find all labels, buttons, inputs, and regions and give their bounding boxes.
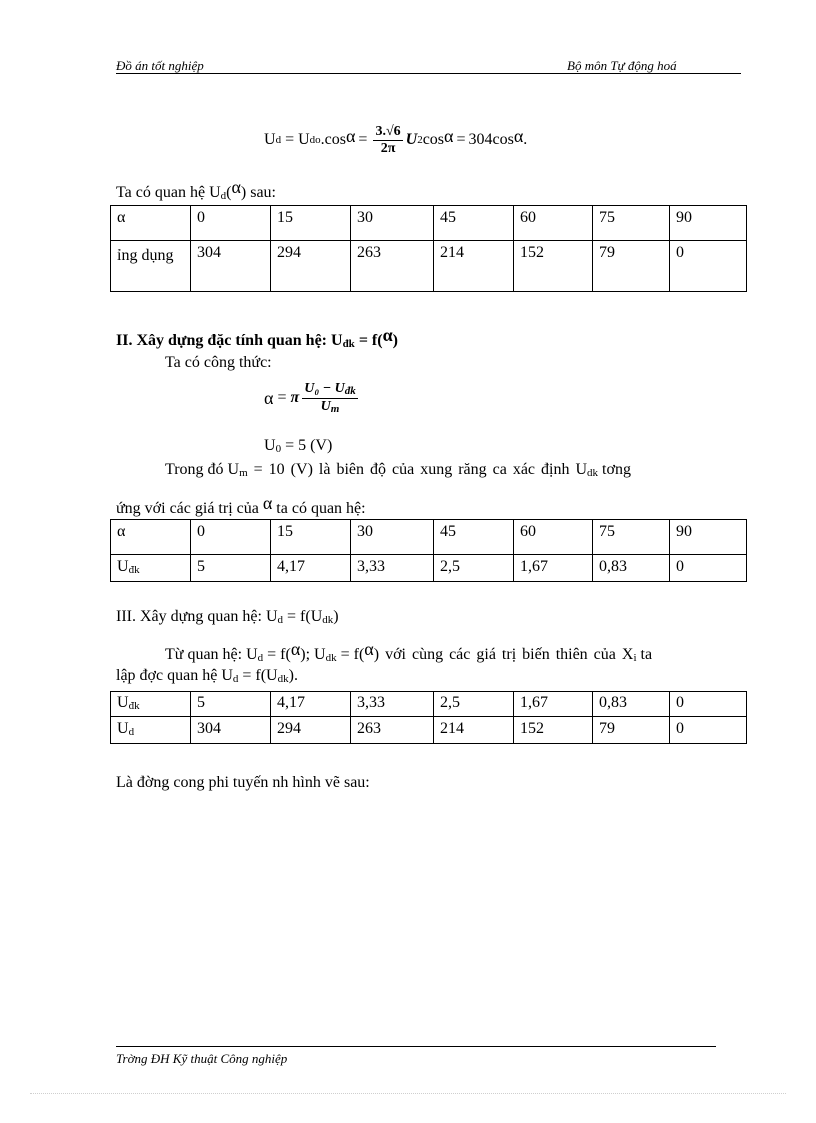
header-divider [116,73,741,74]
f2-eq: = [277,389,287,406]
u0-value: = 5 (V) [281,437,333,454]
t3-row2-label: U [117,720,129,737]
f1-eq3: = [456,131,466,148]
s3-p1-b: = f( [263,646,291,663]
f1-lhs-sub: d [275,133,282,146]
formula-label: Ta có công thức: [165,354,272,371]
table-cell: ỉng dụng [111,241,191,292]
table-cell: 0 [670,717,747,744]
s2-p1-c: tơng [598,461,631,478]
header-right: Bộ môn Tự động hoá [567,58,677,73]
f1-frac-num: 3.√6 [375,123,401,139]
table-cell: 60 [514,206,593,241]
table-alpha-ud [110,205,747,292]
s3-paragraph-1 [165,640,738,664]
s2-p1-inner [165,462,631,479]
t3-row1-label: U [117,694,129,711]
table-cell: 60 [514,520,593,555]
s3-p2-sub2: dk [277,673,289,685]
table-cell: 75 [593,520,670,555]
f1-u-sub: do [309,133,321,146]
table-row [111,206,747,241]
t2-row-label: U [117,558,129,575]
f1-result: 304cos [468,131,514,148]
intro-line [116,178,276,202]
table-cell: 294 [271,717,351,744]
table-cell: 263 [351,717,434,744]
s3-p1-sub2: dk [325,652,337,664]
table-cell [111,555,191,582]
s2-title: II. Xây dựng đặc tính quan hệ: U [116,332,343,349]
table-cell [111,717,191,744]
s3-p1-alpha1: α [290,639,301,659]
table-cell: 30 [351,520,434,555]
table-cell: 0,83 [593,555,670,582]
table-cell: 152 [514,241,593,292]
table-cell: 5 [191,692,271,717]
s3-p2-sub1: d [232,673,239,685]
table-cell: 304 [191,241,271,292]
f2-den [321,399,340,415]
table-cell: 0,83 [593,692,670,717]
s2-p2-a: ứng với các giá trị của [116,500,263,517]
table-cell: 90 [670,206,747,241]
f1-eq2: = [358,131,368,148]
s2-p1-a: Trong đó U [165,461,240,478]
f1-cos2: cos [422,131,445,148]
s2-title-alpha: α [382,325,393,345]
s3-p1-a: Từ quan hệ: U [165,646,258,663]
table-cell: 5 [191,555,271,582]
s3-title-c: ) [333,608,339,625]
s3-p2-c: ). [288,667,298,684]
f1-lhs-u: U [264,131,276,148]
s3-p1-sub3: i [633,652,637,664]
s3-p1-c: ); U [300,646,326,663]
table-cell: 304 [191,717,271,744]
formula-alpha [264,378,361,418]
table-cell: 263 [351,241,434,292]
f1-alpha1: α [345,126,356,146]
f2-fraction [302,382,358,415]
table-cell: 1,67 [514,555,593,582]
table-cell: 214 [434,241,514,292]
s3-p1-sub1: d [257,652,264,664]
table-cell: α [111,520,191,555]
formula-ud [264,118,527,162]
f2-num-sub: đk [344,384,356,397]
table-cell: 90 [670,520,747,555]
section-3-title [116,609,339,626]
s2-title-sub: đk [342,338,355,350]
t3-row1-label-sub: đk [128,700,140,712]
s3-title-b: = f(U [283,608,323,625]
s2-paragraph-1 [165,462,728,479]
table-cell: 4,17 [271,555,351,582]
t2-row-label-sub: đk [128,564,140,576]
f2-lhs: α [264,388,274,408]
s3-p1-d: = f( [336,646,365,663]
table-cell: 1,67 [514,692,593,717]
table-cell: 0 [191,206,271,241]
table-cell: 214 [434,717,514,744]
u0-prefix: U [264,437,276,454]
table-cell [111,692,191,717]
table-cell: 45 [434,206,514,241]
s3-p2-b: = f(U [238,667,278,684]
table-alpha-udk [110,519,747,582]
f1-fraction [373,125,402,156]
table-row [111,692,747,717]
s3-p1-alpha2: α [364,639,374,659]
intro-suffix: ) sau: [240,184,276,201]
table-cell: 30 [351,206,434,241]
s2-p1-b-sub: dk [587,467,599,479]
f1-frac-den: 2π [380,140,396,156]
f1-u: U [298,131,310,148]
table-cell: 0 [191,520,271,555]
s2-p1-b: = 10 (V) là biên độ của xung răng ca xác định U [247,461,588,478]
table-cell: 3,33 [351,692,434,717]
s3-title-sub2: dk [322,614,334,626]
table-row [111,241,747,292]
s3-paragraph-2 [116,668,298,685]
s3-title-a: III. Xây dựng quan hệ: U [116,608,278,625]
s2-p2-alpha: α [262,493,273,513]
s2-title-end: ) [392,332,398,349]
f1-end: . [523,131,528,148]
f1-mid-sub: 2 [417,133,423,146]
f2-den-sub: m [330,402,340,415]
table-cell: 0 [670,692,747,717]
table-row [111,555,747,582]
s2-title-eq: = f( [354,332,383,349]
f2-num [302,382,358,399]
table-cell: 152 [514,717,593,744]
table-cell: 2,5 [434,692,514,717]
table-row [111,520,747,555]
table-cell: 2,5 [434,555,514,582]
s3-title-sub1: d [277,614,284,626]
s2-paragraph-2 [116,494,366,517]
table-cell: 15 [271,206,351,241]
table-cell: 3,33 [351,555,434,582]
f2-pi: π [290,389,300,406]
s3-p1-e: ) với cùng các giá trị biến thiên của X [373,646,634,663]
u0-line [264,438,332,455]
intro-prefix: Ta có quan hệ U [116,184,221,201]
f2-num-text: U₀ − U [304,380,345,396]
intro-sub: d [220,190,227,202]
header-left: Đồ án tốt nghiệp [116,58,204,73]
f1-alpha3: α [513,126,524,146]
f1-eq1: = [285,131,295,148]
table-row [111,717,747,744]
s3-p2-a: lập đợc quan hệ U [116,667,233,684]
f1-alpha2: α [444,126,454,146]
s2-p2-b: ta có quan hệ: [272,500,366,517]
f1-mid-u: U [405,131,418,148]
table-cell: 15 [271,520,351,555]
s3-p1-f: ta [636,646,653,663]
f1-cos1: .cos [320,131,346,148]
table-cell: α [111,206,191,241]
table-cell: 75 [593,206,670,241]
u0-sub: 0 [275,443,282,455]
table-cell: 0 [670,555,747,582]
table-cell: 45 [434,520,514,555]
page-bottom-border [30,1093,786,1094]
table-cell: 0 [670,241,747,292]
s2-p1-a-sub: m [239,467,248,479]
table-udk-ud [110,691,747,744]
table-cell: 294 [271,241,351,292]
intro-alpha: α [231,177,241,197]
section-2-title [116,326,398,350]
closing-line: Là đờng cong phi tuyến nh hình vẽ sau: [116,774,370,791]
table-cell: 79 [593,717,670,744]
table-cell: 4,17 [271,692,351,717]
footer-text: Trờng ĐH Kỹ thuật Công nghiệp [116,1051,288,1066]
t3-row2-label-sub: d [128,726,135,738]
table-cell: 79 [593,241,670,292]
footer-divider [116,1046,716,1047]
intro-open: ( [226,184,232,201]
f2-den-text: U [320,398,331,414]
